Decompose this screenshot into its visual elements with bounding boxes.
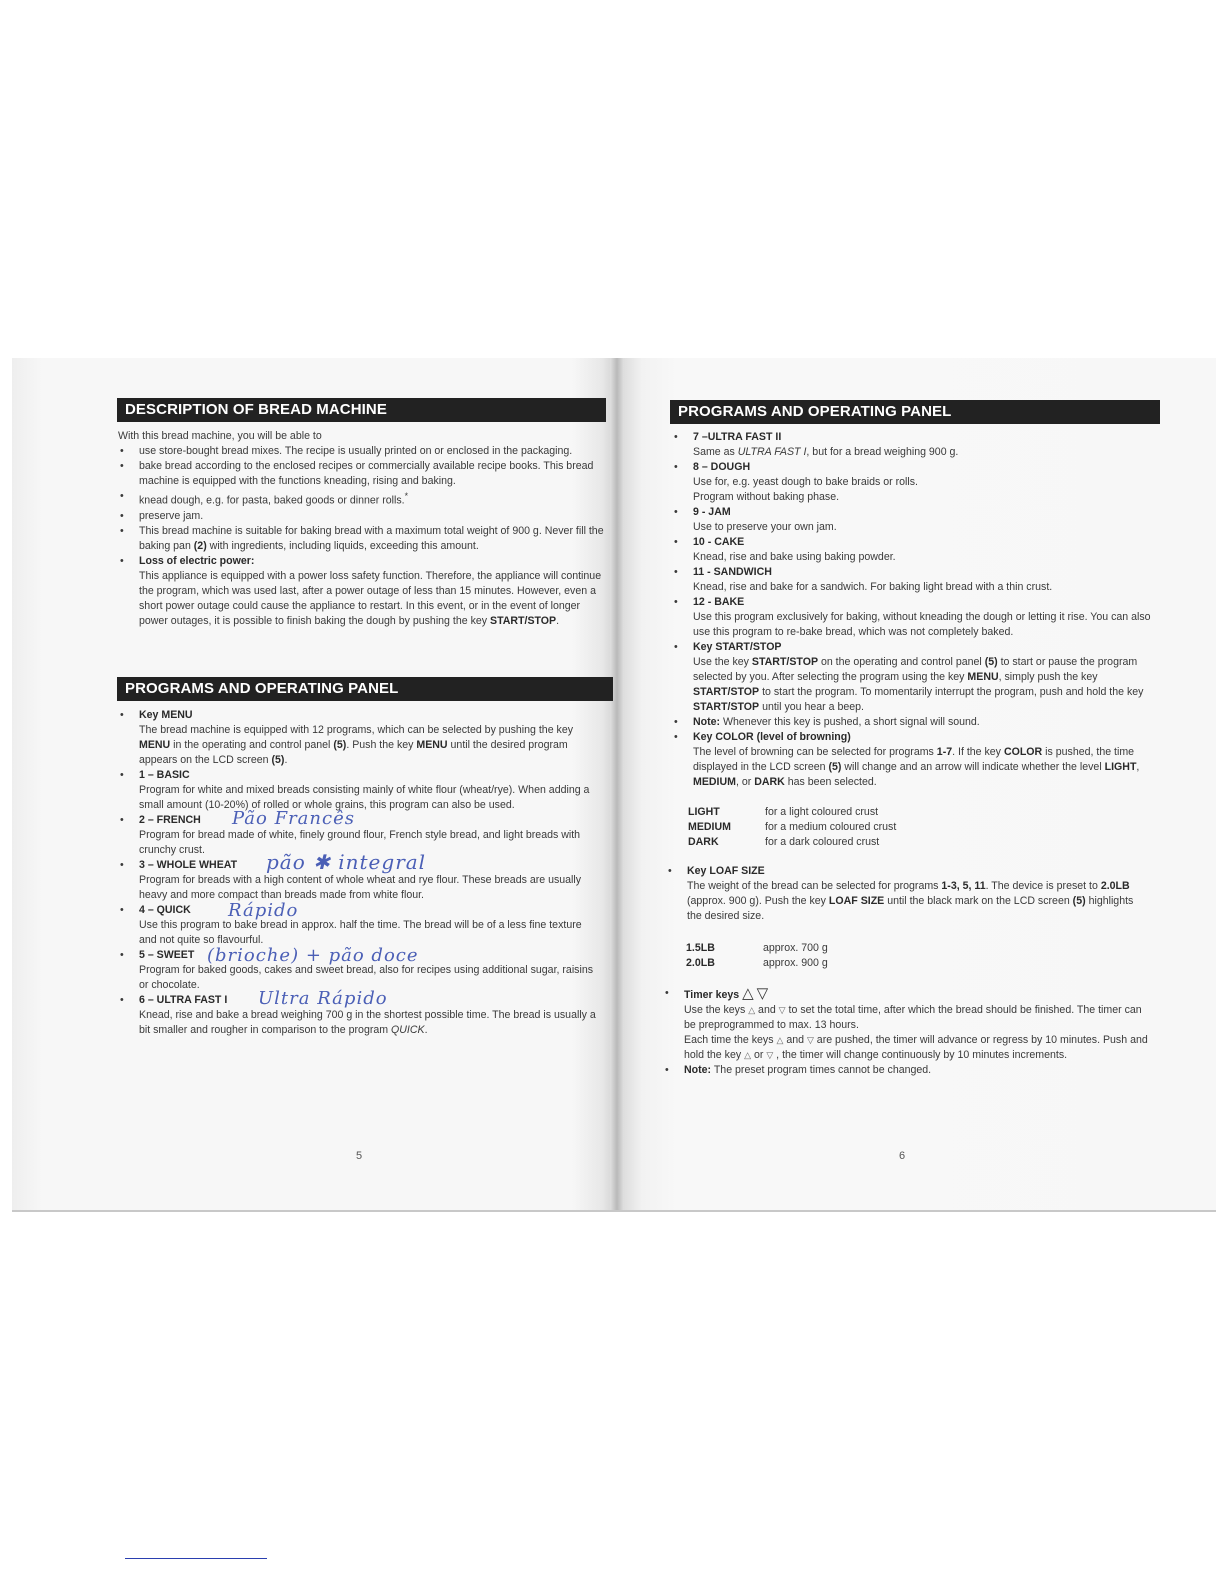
loaf-size-section — [666, 864, 1150, 924]
program-sandwich: • 11 - SANDWICH Knead, rise and bake for a sandwich. For baking light bread with a thin crust. — [674, 566, 1053, 593]
key-color-item: • Key COLOR (level of browning) The level of browning can be selected for programs 1-7. If the key COLOR is pushed, the time displayed in the LCD screen (5) will change and an arrow will indicate whether the level LIGHT, MEDIUM, or DARK has been selected. — [674, 731, 1140, 788]
program-basic: • 1 – BASIC Program for white and mixed breads consisting mainly of white flour (wheat/rye). When adding a small amount (10-20%) of rolled or whole grains, this program can also be used. — [120, 769, 590, 811]
list-item: • This bread machine is suitable for baking bread with a maximum total weight of 900 g. Never fill the baking pan (2) with ingredients, including liquids, exceeding this amount. — [120, 524, 604, 552]
page-number-left: 5 — [356, 1150, 363, 1162]
program-ultra-fast-2: • 7 –ULTRA FAST II Same as ULTRA FAST I, but for a bread weighing 900 g. — [674, 431, 959, 458]
program-bake: • 12 - BAKE Use this program exclusively for baking, without kneading the dough or letting it rise. You can also use this program to re-bake bread, which was not completely baked. — [674, 596, 1151, 638]
page-gutter — [610, 358, 624, 1210]
key-menu-item: • Key MENU The bread machine is equipped with 12 programs, which can be selected by pushing the key MENU in the operating and control panel (5). Push the key MENU until the desired program appears on the LCD screen (5). — [120, 709, 574, 766]
triangle-down-icon: ▽ — [766, 1050, 774, 1060]
program-quick: • 4 – QUICK Use this program to bake bread in approx. half the time. The bread will be of a less fine texture and not quite so flavourful. — [120, 904, 582, 946]
triangle-up-icon: △ — [742, 985, 754, 1002]
list-item: • preserve jam. — [120, 509, 204, 522]
color-level-row: DARK for a dark coloured crust — [688, 836, 880, 848]
color-level-row: LIGHT for a light coloured crust — [688, 806, 879, 818]
programs-header-right: PROGRAMS AND OPERATING PANEL — [670, 400, 1160, 424]
program-ultra-fast-1: • 6 – ULTRA FAST I Knead, rise and bake a bread weighing 700 g in the shortest possible time. The bread is usually a bit smaller and rougher in comparison to the program QUICK. — [120, 994, 596, 1036]
triangle-down-icon: ▽ — [806, 1035, 814, 1045]
program-french: • 2 – FRENCH Program for bread made of white, finely ground flour, French style bread, and light breads with crunchy crust. — [120, 814, 581, 856]
note-signal: • Note: Whenever this key is pushed, a short signal will sound. — [674, 716, 980, 728]
footer-rule — [125, 1558, 267, 1559]
triangle-up-icon: △ — [748, 1005, 756, 1015]
loaf-sizes-table — [686, 941, 986, 971]
page-number-right: 6 — [899, 1150, 906, 1162]
program-dough: • 8 – DOUGH Use for, e.g. yeast dough to bake braids or rolls. Program without baking phase. — [674, 461, 918, 503]
programs-header-left: PROGRAMS AND OPERATING PANEL — [117, 677, 613, 701]
triangle-down-icon: ▽ — [778, 1005, 786, 1015]
description-intro: With this bread machine, you will be able to — [118, 430, 322, 442]
handwriting-quick: Rápido — [228, 900, 299, 921]
key-loaf-size-item: • Key LOAF SIZE The weight of the bread can be selected for programs 1-3, 5, 11. The device is preset to 2.0LB (approx. 900 g). Push the key LOAF SIZE until the black mark on the LCD screen (5) highlights the desired size. — [668, 865, 1134, 922]
handwriting-whole-wheat: pão ✱ integral — [266, 850, 427, 874]
program-whole-wheat: • 3 – WHOLE WHEAT Program for breads with a high content of whole wheat and rye flour. These breads are usually heavy and more compact than breads made from white flour. — [120, 859, 582, 901]
timer-section — [663, 986, 1153, 1078]
programs-list-right — [672, 430, 1154, 790]
note-preset-times: • Note: The preset program times cannot be changed. — [665, 1064, 932, 1076]
list-item: • knead dough, e.g. for pasta, baked goods or dinner rolls.* — [120, 490, 409, 507]
timer-keys-item: • Timer keys △ ▽ Use the keys △ and ▽ to set the total time, after which the bread should be finished. The timer can be preprogrammed to max. 13 hours. Each time the keys △ and ▽ are pushed, the timer will advance or regress by 10 minutes. Push and hold the key △ or ▽ , the timer will change continuously by 10 minutes increments. — [665, 985, 1148, 1061]
loaf-size-row: 1.5LB approx. 700 g — [686, 942, 828, 954]
color-level-row: MEDIUM for a medium coloured crust — [688, 821, 897, 833]
triangle-up-icon: △ — [776, 1035, 784, 1045]
list-item-power-loss: • Loss of electric power: This appliance is equipped with a power loss safety function. Therefore, the appliance will continue the program, which was used last, after a power outage of less than 15 minutes. However, even a short power outage could cause the appliance to restart. In this event, or in the event of longer power outages, it is possible to finish baking the dough by pushing the key START/STOP. — [120, 554, 602, 627]
loaf-size-row: 2.0LB approx. 900 g — [686, 957, 828, 969]
description-header: DESCRIPTION OF BREAD MACHINE — [117, 398, 606, 422]
description-body — [118, 429, 604, 629]
list-item: • bake bread according to the enclosed recipes or commercially available recipe books. This bread machine is equipped with the functions kneading, rising and baking. — [120, 460, 594, 487]
handwriting-ultra: Ultra Rápido — [258, 988, 388, 1009]
program-sweet: • 5 – SWEET Program for baked goods, cakes and sweet bread, also for recipes using additional sugar, raisins or chocolate. — [120, 949, 594, 991]
program-cake: • 10 - CAKE Knead, rise and bake using baking powder. — [674, 536, 896, 563]
triangle-up-icon: △ — [744, 1050, 751, 1060]
key-start-stop-item: • Key START/STOP Use the key START/STOP on the operating and control panel (5) to start or pause the program selected by you. After selecting the program using the key MENU, simply push the key START/STOP to start the program. To momentarily interrupt the program, push and hold the key START/STOP until you hear a beep. — [674, 641, 1144, 713]
list-item: • use store-bought bread mixes. The recipe is usually printed on or enclosed in the packaging. — [120, 445, 573, 457]
handwriting-sweet: (brioche) + pão doce — [207, 945, 419, 966]
triangle-down-icon: ▽ — [756, 985, 769, 1002]
handwriting-french: Pão Francês — [232, 808, 355, 829]
program-jam: • 9 - JAM Use to preserve your own jam. — [674, 506, 837, 533]
color-levels-table — [688, 805, 988, 850]
